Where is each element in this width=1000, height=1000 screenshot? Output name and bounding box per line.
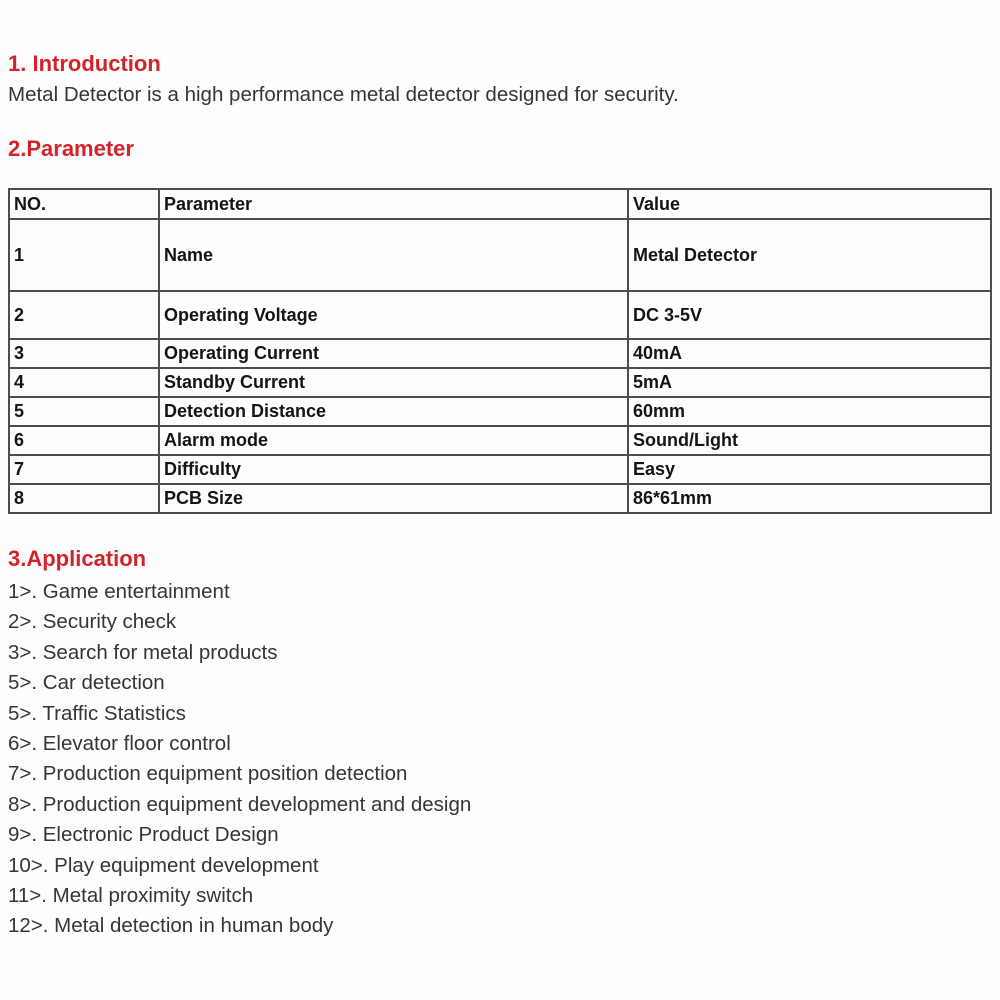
cell-no: 4 (9, 368, 159, 397)
table-row (9, 368, 991, 397)
cell-parameter: Operating Voltage (159, 291, 628, 339)
cell-value: 40mA (628, 339, 991, 368)
cell-value: Easy (628, 455, 991, 484)
list-item: 9>. Electronic Product Design (8, 823, 279, 847)
list-item: 11>. Metal proximity switch (8, 884, 254, 908)
cell-parameter: Difficulty (159, 455, 628, 484)
cell-no: 5 (9, 397, 159, 426)
cell-no: 1 (9, 219, 159, 291)
table-header-row (9, 189, 991, 219)
introduction-heading: 1. Introduction (8, 51, 161, 76)
cell-no: 7 (9, 455, 159, 484)
list-item: 8>. Production equipment development and design (8, 792, 472, 816)
list-item: 12>. Metal detection in human body (8, 914, 334, 938)
application-heading: 3.Application (8, 546, 147, 571)
header-cell-no: NO. (9, 189, 159, 219)
cell-parameter: Detection Distance (159, 397, 628, 426)
cell-value: Sound/Light (628, 426, 991, 455)
list-item: 10>. Play equipment development (8, 853, 319, 877)
table-row (9, 484, 991, 513)
cell-value: Metal Detector (628, 219, 991, 291)
table-row (9, 291, 991, 339)
list-item: 5>. Car detection (8, 671, 165, 695)
cell-parameter: Alarm mode (159, 426, 628, 455)
cell-parameter: Name (159, 219, 628, 291)
header-cell-parameter: Parameter (159, 189, 628, 219)
table-row (9, 455, 991, 484)
header-cell-value: Value (628, 189, 991, 219)
table-row (9, 339, 991, 368)
list-item: 3>. Search for metal products (8, 640, 278, 664)
cell-parameter: PCB Size (159, 484, 628, 513)
cell-no: 8 (9, 484, 159, 513)
table-row (9, 397, 991, 426)
application-list (8, 577, 990, 942)
parameter-heading: 2.Parameter (8, 136, 134, 161)
cell-no: 6 (9, 426, 159, 455)
list-item: 7>. Production equipment position detection (8, 762, 408, 786)
cell-parameter: Operating Current (159, 339, 628, 368)
cell-parameter: Standby Current (159, 368, 628, 397)
cell-no: 3 (9, 339, 159, 368)
parameter-table (8, 188, 992, 514)
cell-value: 5mA (628, 368, 991, 397)
table-row (9, 219, 991, 291)
list-item: 5>. Traffic Statistics (8, 701, 186, 725)
list-item: 2>. Security check (8, 610, 177, 634)
cell-value: DC 3-5V (628, 291, 991, 339)
table-row (9, 426, 991, 455)
cell-value: 60mm (628, 397, 991, 426)
list-item: 6>. Elevator floor control (8, 732, 231, 756)
introduction-body: Metal Detector is a high performance metal detector designed for security. (8, 83, 679, 106)
cell-value: 86*61mm (628, 484, 991, 513)
cell-no: 2 (9, 291, 159, 339)
list-item: 1>. Game entertainment (8, 580, 230, 603)
